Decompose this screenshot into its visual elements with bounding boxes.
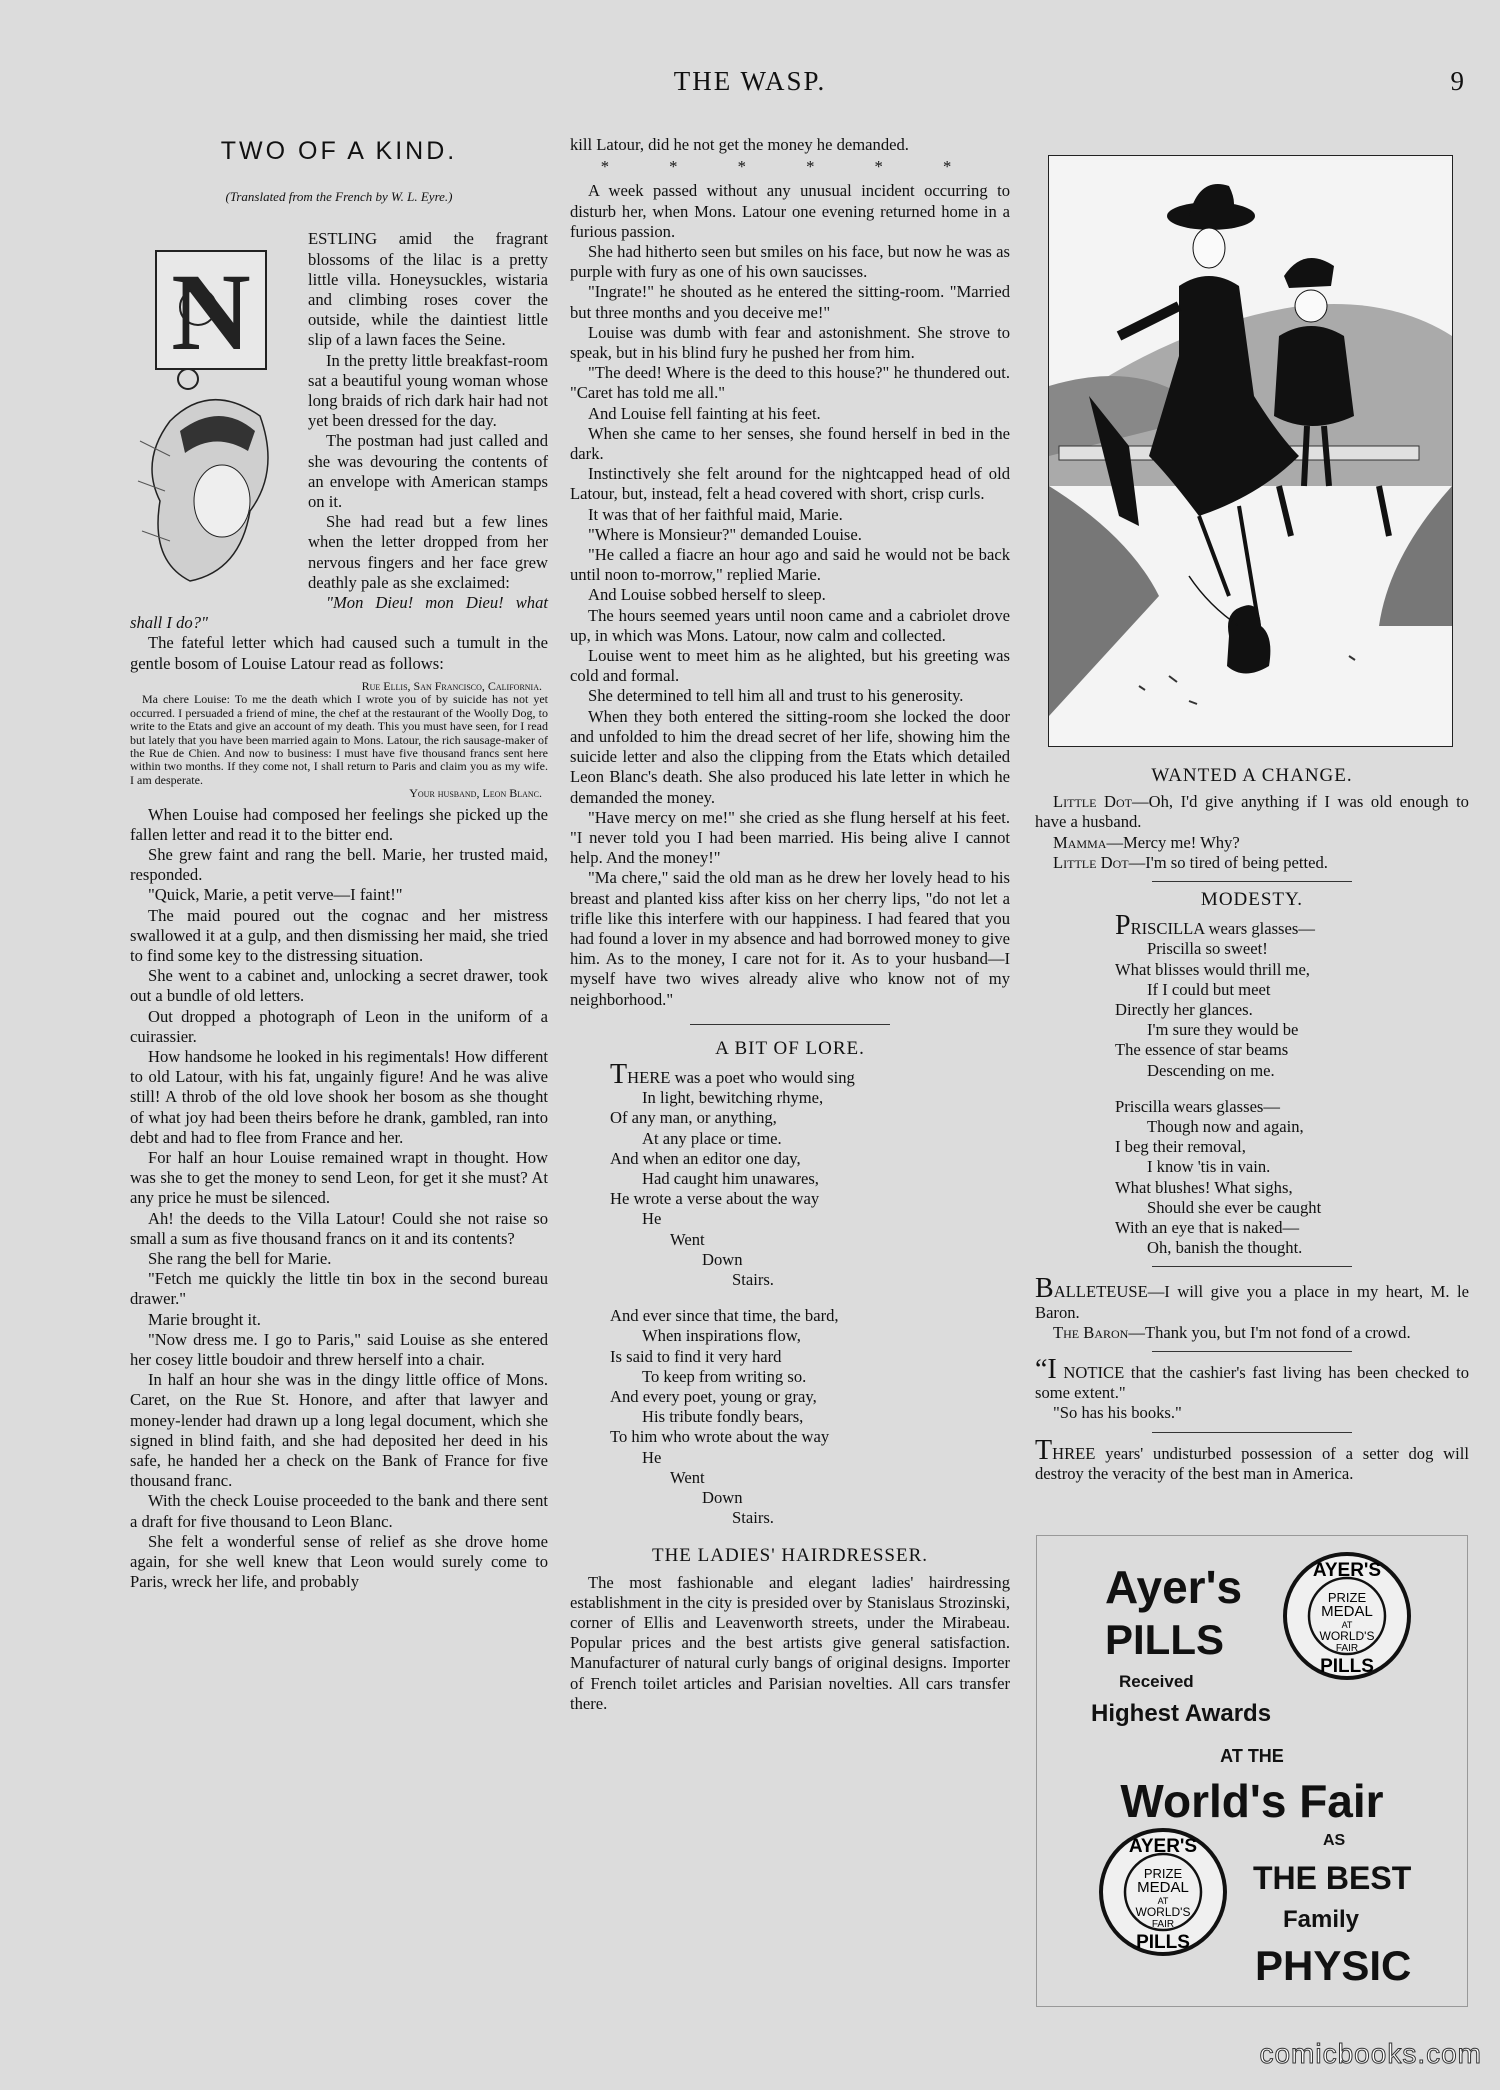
column-2	[570, 135, 1010, 1714]
paragraph: She grew faint and rang the bell. Marie, her trusted maid, responded.	[130, 844, 548, 885]
paragraph: "Fetch me quickly the little tin box in the second bureau drawer."	[130, 1269, 548, 1309]
ad-the-best: THE BEST	[1253, 1860, 1412, 1896]
svg-text:AYER'S: AYER'S	[1312, 1560, 1382, 1581]
speaker-name: The Baron	[1053, 1322, 1129, 1342]
poem-line: And ever since that time, the bard,	[610, 1306, 839, 1326]
lore-poem	[610, 1058, 1010, 1528]
publication-title: THE WASP.	[673, 66, 827, 96]
svg-text:PILLS: PILLS	[1136, 1932, 1190, 1953]
divider	[1152, 1351, 1352, 1352]
poem-line: Of any man, or anything,	[610, 1108, 777, 1128]
poem-line: Directly her glances.	[1115, 1000, 1253, 1020]
ad-product: PILLS	[1105, 1616, 1225, 1663]
story-byline: (Translated from the French by W. L. Eyre.)	[225, 189, 453, 205]
dialogue-text: —I'm so tired of being petted.	[1128, 852, 1328, 872]
poem-line: He	[642, 1447, 662, 1467]
poem-line: When inspirations flow,	[642, 1326, 801, 1346]
wanted-title: WANTED A CHANGE.	[1151, 765, 1353, 786]
hairdresser-body: The most fashionable and elegant ladies' hairdressing establishment in the city is presided over by Stanislaus Strozinski, corner of Ellis and Leavenworth streets, under the Mirabeau. Popular prices and the best artists give general satisfaction. Manufacturer of natural curly bangs of original designs. Importer of French toilet articles and Parisian novelties. All cars transfer there.	[570, 1572, 1010, 1713]
paragraph: With the check Louise proceeded to the bank and there sent a draft for five thousand to Leon Blanc.	[130, 1491, 548, 1531]
paragraph: Louise went to meet him as he alighted, but his greeting was cold and formal.	[570, 646, 1010, 686]
drop-cap-letter: “I	[1035, 1354, 1057, 1386]
paragraph: "The deed! Where is the deed to this house?" he thundered out. "Caret has told me all."	[570, 363, 1010, 403]
paragraph: Louise was dumb with fear and astonishment. She strove to speak, but in his blind fury he pushed her from him.	[570, 322, 1010, 363]
poem-line: RISCILLA wears glasses—	[1130, 919, 1315, 939]
section-break-stars: * * * * * *	[600, 157, 980, 177]
ad-highest-awards: Highest Awards	[1091, 1700, 1272, 1727]
poem-line: Went	[670, 1229, 705, 1249]
svg-text:MEDAL: MEDAL	[1321, 1603, 1373, 1620]
paragraph: She had hitherto seen but smiles on his face, but now he was as purple with fury as one of his own saucisses.	[570, 242, 1010, 282]
paragraph: The fateful letter which had caused such a tumult in the gentle bosom of Louise Latour read as follows:	[130, 633, 548, 673]
poem-line: To him who wrote about the way	[610, 1427, 830, 1447]
drop-cap-n-icon	[130, 241, 298, 601]
paragraph: "Now dress me. I go to Paris," said Louise as she entered her cosey little boudoir and threw herself into a chair.	[130, 1329, 548, 1370]
poem-line: What blisses would thrill me,	[1115, 959, 1310, 979]
paragraph: In half an hour she was in the dingy little office of Mons. Caret, on the Rue St. Honore, and after that lawyer and money-lender had drawn up a long legal document, which she signed in blind faith, and she had deposited her deed in his safe, he handed her a check on the Bank of France for five thousand franc.	[130, 1370, 548, 1491]
poem-line: Down	[702, 1488, 743, 1507]
svg-text:WORLD'S: WORLD'S	[1319, 1629, 1375, 1643]
ad-brand: Ayer's	[1105, 1561, 1243, 1613]
poem-line: Went	[670, 1467, 705, 1487]
ad-as: AS	[1323, 1832, 1346, 1849]
poem-line: I know 'tis in vain.	[1147, 1157, 1271, 1177]
paragraph: She felt a wonderful sense of relief as she drove home again, for she well knew that Leon would surely come to Paris, wreck her life, and probably	[130, 1531, 548, 1592]
paragraph: She determined to tell him all and trust to his generosity.	[588, 686, 964, 706]
svg-text:PRIZE: PRIZE	[1327, 1590, 1367, 1605]
svg-text:AT: AT	[1341, 1620, 1353, 1630]
poem-line: If I could but meet	[1147, 979, 1271, 999]
dialogue-line	[1035, 833, 1469, 853]
paragraph: "Mon Dieu! mon Dieu! what shall I do?"	[130, 593, 548, 633]
poem-line: Stairs.	[732, 1508, 774, 1528]
column-1	[130, 135, 548, 1592]
poem-line: Priscilla wears glasses—	[1115, 1096, 1280, 1116]
poem-line: In light, bewitching rhyme,	[642, 1088, 824, 1108]
ad-physic: PHYSIC	[1255, 1942, 1412, 1989]
svg-text:AT: AT	[1157, 1896, 1169, 1906]
quoted-letter	[130, 680, 548, 801]
joke-text: —Thank you, but I'm not fond of a crowd.	[1128, 1322, 1411, 1342]
poem-line: He	[642, 1209, 662, 1229]
poem-line: The essence of star beams	[1115, 1040, 1289, 1060]
paragraph: Instinctively she felt around for the nightcapped head of old Latour, but, instead, felt a head covered with short, crisp curls.	[570, 464, 1010, 504]
svg-text:AYER'S: AYER'S	[1128, 1836, 1198, 1857]
modesty-poem	[1115, 910, 1469, 1258]
joke-paragraph	[1035, 1354, 1470, 1403]
ad-at-the: AT THE	[1220, 1746, 1284, 1766]
paragraph: Marie brought it.	[148, 1309, 261, 1329]
speaker-name: Little Dot	[1053, 852, 1129, 872]
dialogue-text: —Oh, I'd give anything if I was old enough to have a husband.	[1035, 792, 1469, 832]
paragraph: She rang the bell for Marie.	[148, 1249, 332, 1268]
drop-cap-illustration	[130, 241, 298, 601]
prize-medal-seal	[1097, 1826, 1229, 1958]
poem-line: At any place or time.	[642, 1128, 782, 1148]
poem-line: Had caught him unawares,	[642, 1168, 819, 1188]
poem-line: Down	[702, 1249, 743, 1269]
poem-line: Is said to find it very hard	[610, 1346, 782, 1366]
poem-line: Oh, banish the thought.	[1147, 1238, 1303, 1258]
poem-line: Stairs.	[732, 1269, 774, 1289]
page-number: 9	[1450, 66, 1464, 96]
paragraph: "Ma chere," said the old man as he drew her lovely head to his breast and planted kiss after kiss on her cherry lips, "do not let a trifle like this interfere with our happiness. I had feared that you had found a lover in my absence and had borrowed money to give him. As to the money, I care not for it. As to your husband—I myself have two wives already alive who know not of my neighborhood."	[570, 868, 1010, 1009]
drop-cap-letter: T	[1035, 1434, 1053, 1466]
site-watermark: comicbooks.com	[1259, 2038, 1482, 2069]
joke-text: NOTICE that the cashier's fast living has been checked to some extent."	[1035, 1363, 1470, 1403]
paragraph: "Quick, Marie, a petit verve—I faint!"	[148, 885, 403, 905]
hairdresser-title: THE LADIES' HAIRDRESSER.	[651, 1545, 928, 1567]
svg-text:WORLD'S: WORLD'S	[1135, 1905, 1191, 1919]
poem-line: I beg their removal,	[1115, 1137, 1246, 1157]
medal-icon	[1281, 1550, 1413, 1682]
letter-signature: Your husband, Leon Blanc.	[409, 786, 542, 801]
paragraph: "Ingrate!" he shouted as he entered the sitting-room. "Married but three months and you deceive me!"	[570, 282, 1010, 322]
ad-worlds-fair: World's Fair	[1120, 1775, 1384, 1827]
paragraph: It was that of her faithful maid, Marie.	[588, 504, 843, 524]
poem-line: His tribute fondly bears,	[642, 1407, 804, 1427]
poem-line: Priscilla so sweet!	[1147, 939, 1268, 959]
paragraph: When they both entered the sitting-room she locked the door and unfolded to him the dread secret of her life, showing him the suicide letter and also the clipping from the Etats which detailed Leon Blanc's death. She also produced his late letter in which he demanded the money.	[570, 706, 1010, 807]
speaker-name: Little Dot	[1053, 792, 1132, 812]
page-header	[0, 66, 1500, 106]
joke-paragraph	[1035, 1273, 1469, 1322]
poem-line: And every poet, young or gray,	[610, 1386, 817, 1406]
paragraph: And Louise sobbed herself to sleep.	[588, 585, 826, 605]
poem-line: Should she ever be caught	[1147, 1197, 1322, 1217]
joke-text: ALLETEUSE—I will give you a place in my heart, M. le Baron.	[1035, 1282, 1469, 1322]
paragraph: ESTLING amid the fragrant blossoms of the lilac is a pretty little villa. Honeysuckles, wistaria and climbing roses cover the outside, while the daintiest little slip of a lawn faces the Seine.	[308, 229, 548, 350]
medal-icon	[1097, 1826, 1229, 1958]
ayers-pills-advertisement	[1036, 1535, 1468, 2007]
paragraph: Out dropped a photograph of Leon in the uniform of a cuirassier.	[130, 1006, 548, 1046]
paragraph: When she came to her senses, she found herself in bed in the dark.	[570, 423, 1010, 464]
poem-line: HERE was a poet who would sing	[627, 1067, 855, 1087]
dialogue-line	[1035, 853, 1469, 873]
drop-cap-letter: B	[1035, 1273, 1054, 1305]
column-3	[1035, 760, 1469, 1484]
poem-line: What blushes! What sighs,	[1115, 1177, 1293, 1197]
paragraph: And Louise fell fainting at his feet.	[588, 403, 821, 423]
joke-paragraph	[1035, 1323, 1469, 1343]
poem-line: I'm sure they would be	[1147, 1020, 1299, 1040]
speaker-name: Mamma	[1053, 832, 1107, 852]
svg-text:FAIR: FAIR	[1335, 1643, 1359, 1654]
divider	[1152, 881, 1352, 882]
poem-line: He wrote a verse about the way	[610, 1189, 820, 1209]
paragraph: The hours seemed years until noon came and a cabriolet drove up, in which was Mons. Latour, now calm and collected.	[570, 605, 1010, 645]
svg-text:MEDAL: MEDAL	[1137, 1879, 1189, 1896]
svg-text:N: N	[171, 251, 251, 374]
woman-girl-dog-illustration	[1048, 155, 1453, 747]
ad-received: Received	[1119, 1672, 1194, 1691]
prize-medal-seal	[1281, 1550, 1413, 1682]
poem-line: Descending on me.	[1147, 1060, 1275, 1080]
paragraph: The maid poured out the cognac and her mistress swallowed it at a gulp, and then dismissing her maid, she tried to find some key to the distressing situation.	[130, 905, 548, 965]
paragraph: She went to a cabinet and, unlocking a secret drawer, took out a bundle of old letters.	[130, 966, 548, 1006]
paragraph: In the pretty little breakfast-room sat a beautiful young woman whose long braids of rich dark hair had not yet been dressed for the day.	[308, 350, 548, 431]
letter-body: Ma chere Louise: To me the death which I wrote you of by suicide has not yet occurred. I persuaded a friend of mine, the chef at the restaurant of the Woolly Dog, to write to the Etats and give an account of my death. This you must have seen, for I read but lately that you have been married again to Mons. Latour, the rich sausage-maker of the Rue de Chien. And now to business: I must have five thousand francs sent here within two months. If they come not, I shall return to Paris and claim you as my wife. I am desperate.	[130, 692, 548, 787]
joke-paragraph	[1035, 1434, 1469, 1484]
divider	[1152, 1266, 1352, 1267]
paragraph: "Where is Monsieur?" demanded Louise.	[588, 524, 862, 544]
modesty-title: MODESTY.	[1200, 889, 1304, 911]
svg-text:PRIZE: PRIZE	[1143, 1866, 1183, 1881]
paragraph: A week passed without any unusual incident occurring to disturb her, when Mons. Latour one evening returned home in a furious passion.	[570, 181, 1010, 241]
paragraph: kill Latour, did he not get the money he demanded.	[570, 135, 909, 154]
drop-cap-letter: P	[1115, 910, 1131, 942]
lore-title: A BIT OF LORE.	[715, 1037, 865, 1059]
poem-line: Though now and again,	[1147, 1117, 1304, 1137]
dialogue-line	[1035, 792, 1469, 832]
paragraph: "He called a fiacre an hour ago and said he would not be back until noon to-morrow," replied Marie.	[570, 545, 1010, 585]
paragraph: "Have mercy on me!" she cried as she flung herself at his feet. "I never told you I had been married. His being alive I cannot help. And the money!"	[570, 807, 1010, 868]
drop-cap-letter: T	[610, 1058, 628, 1090]
divider	[1152, 1432, 1352, 1433]
paragraph: For half an hour Louise remained wrapt in thought. How was she to get the money to send Leon, for get it she must? At any price he must be silenced.	[130, 1147, 548, 1208]
poem-line: With an eye that is naked—	[1115, 1218, 1300, 1238]
divider	[690, 1024, 890, 1025]
joke-text: HREE years' undisturbed possession of a setter dog will destroy the veracity of the best man in America.	[1035, 1443, 1469, 1483]
story-title: TWO OF A KIND.	[220, 137, 458, 165]
letter-address: Rue Ellis, San Francisco, California.	[361, 678, 542, 693]
svg-text:FAIR: FAIR	[1151, 1919, 1175, 1930]
joke-paragraph: "So has his books."	[1053, 1403, 1182, 1423]
ad-family: Family	[1283, 1906, 1360, 1933]
paragraph: When Louise had composed her feelings she picked up the fallen letter and read it to the bitter end.	[130, 804, 548, 844]
poem-line: To keep from writing so.	[642, 1366, 807, 1386]
paragraph: How handsome he looked in his regimentals! How different to old Latour, with his fat, ungainly figure! And he was alive still! A throb of the old love shook her bosom as she thought of what joy had been theirs before he drank, gambled, ran into debt and had to flee from France and her.	[130, 1046, 548, 1147]
dialogue-text: —Mercy me! Why?	[1106, 832, 1240, 852]
paragraph: Ah! the deeds to the Villa Latour! Could she not raise so small a sum as five thousand francs on it and its contents?	[130, 1208, 548, 1248]
paragraph: The postman had just called and she was devouring the contents of an envelope with American stamps on it.	[308, 431, 548, 512]
svg-text:PILLS: PILLS	[1320, 1656, 1374, 1677]
paragraph: She had read but a few lines when the letter dropped from her nervous fingers and her face grew deathly pale as she exclaimed:	[308, 512, 548, 592]
poem-line: And when an editor one day,	[610, 1148, 801, 1168]
